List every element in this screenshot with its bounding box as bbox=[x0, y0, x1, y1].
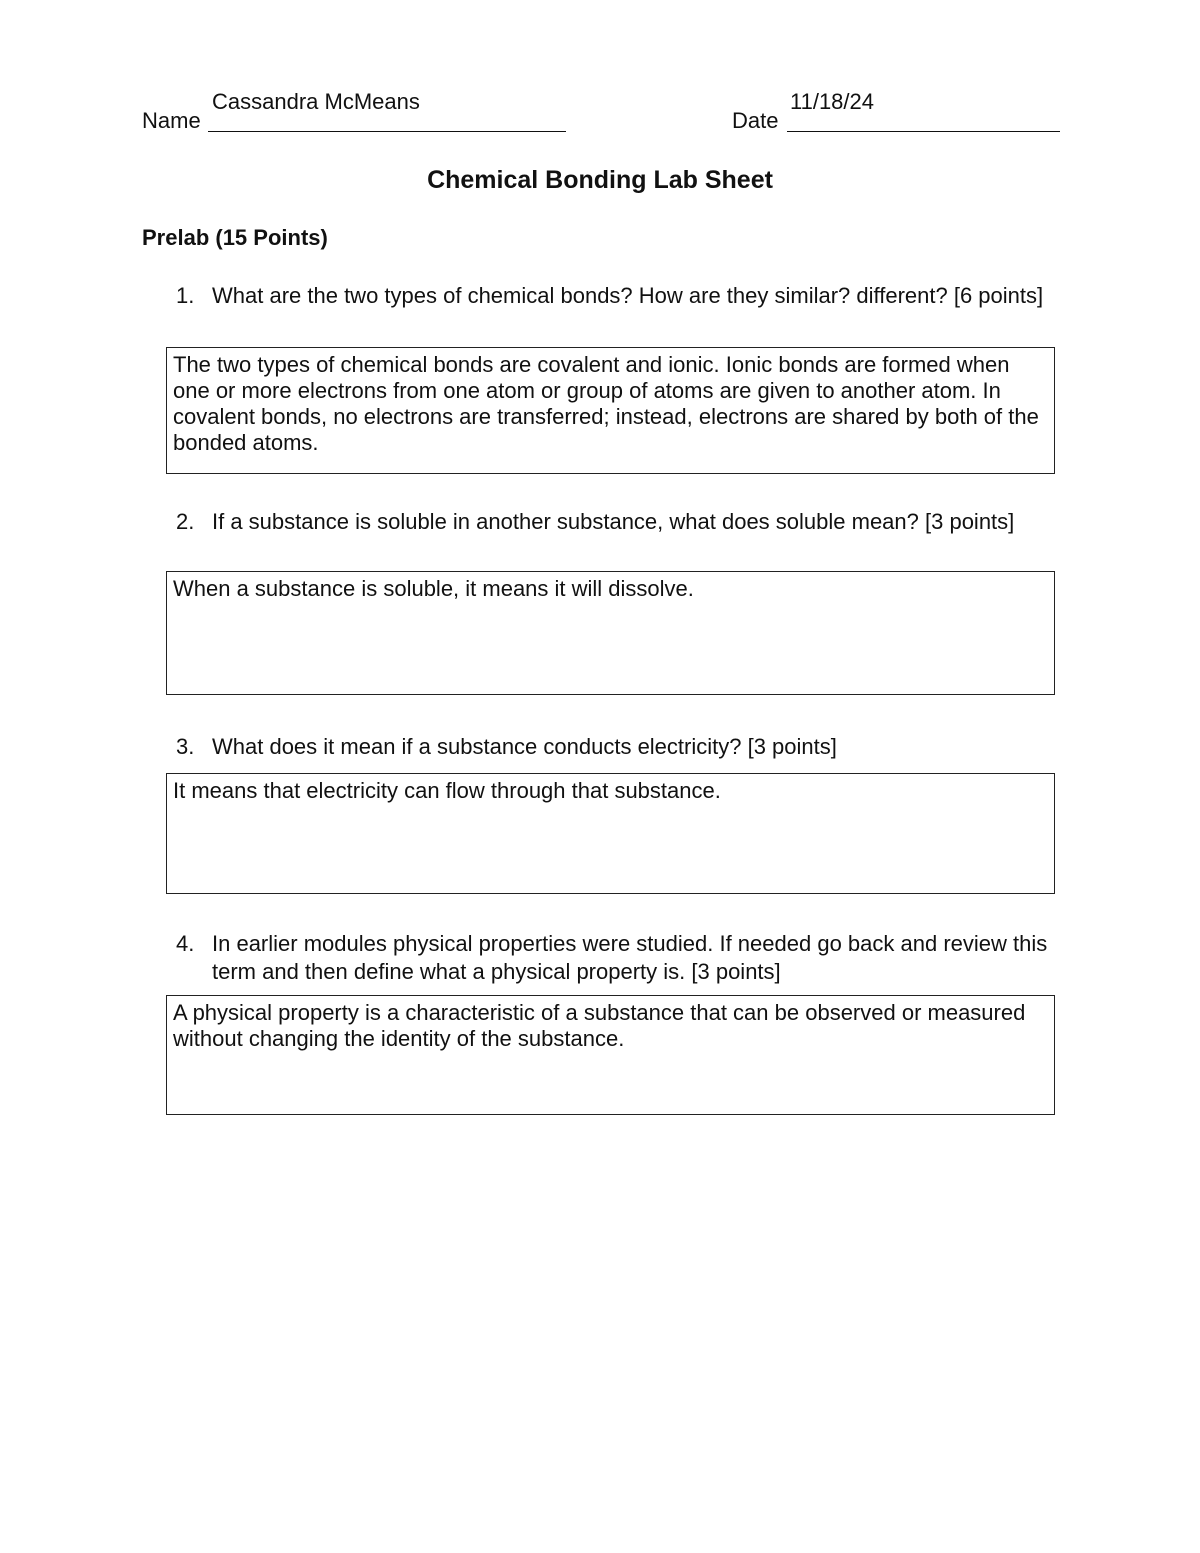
question-text: What does it mean if a substance conducts electricity? [3 points] bbox=[212, 734, 837, 759]
question-text: What are the two types of chemical bonds? How are they similar? different? [6 points] bbox=[212, 283, 1044, 308]
question-number: 3. bbox=[176, 734, 195, 759]
name-underline bbox=[208, 131, 566, 132]
page-title: Chemical Bonding Lab Sheet bbox=[427, 166, 773, 194]
answer-box-3[interactable]: It means that electricity can flow through that substance. bbox=[166, 773, 1055, 894]
answer-box-4[interactable]: A physical property is a characteristic of a substance that can be observed or measured without changing the identity of the substance. bbox=[166, 995, 1055, 1115]
name-value[interactable]: Cassandra McMeans bbox=[212, 89, 420, 114]
name-label: Name bbox=[142, 108, 201, 133]
question-text: In earlier modules physical properties were studied. If needed go back and review this term and then define what a physical property is. [3 points] bbox=[212, 931, 1048, 984]
question-text: If a substance is soluble in another substance, what does soluble mean? [3 points] bbox=[212, 509, 1015, 534]
question-3 bbox=[176, 733, 1066, 761]
question-1 bbox=[176, 282, 1066, 310]
answer-box-2[interactable]: When a substance is soluble, it means it will dissolve. bbox=[166, 571, 1055, 695]
date-underline bbox=[787, 131, 1060, 132]
date-label: Date bbox=[732, 108, 779, 133]
question-number: 4. bbox=[176, 931, 195, 956]
question-number: 1. bbox=[176, 283, 195, 308]
section-heading: Prelab (15 Points) bbox=[142, 225, 328, 250]
question-number: 2. bbox=[176, 509, 195, 534]
answer-box-1[interactable]: The two types of chemical bonds are covalent and ionic. Ionic bonds are formed when one or more electrons from one atom or group of atoms are given to another atom. In covalent bonds, no electrons are transferred; instead, electrons are shared by both of the bonded atoms. bbox=[166, 347, 1055, 474]
question-2 bbox=[176, 508, 1066, 536]
question-4 bbox=[176, 930, 1066, 986]
date-value[interactable]: 11/18/24 bbox=[790, 89, 875, 114]
